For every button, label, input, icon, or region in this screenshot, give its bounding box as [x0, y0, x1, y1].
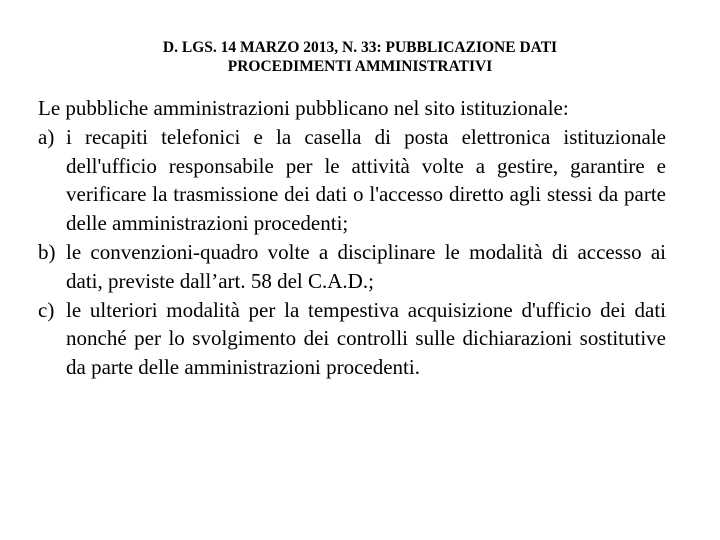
list-item-b	[38, 238, 666, 296]
list-item-text: le convenzioni-quadro volte a disciplinare le modalità di accesso ai dati, previste dall’art. 58 del C.A.D.;	[66, 239, 666, 293]
list-item-text: le ulteriori modalità per la tempestiva acquisizione d'ufficio dei dati nonché per lo svolgimento dei controlli sulle dichiarazioni sostitutive da parte delle amministrazioni procedenti.	[66, 297, 666, 380]
list-item-c	[38, 296, 666, 382]
slide-body	[38, 94, 666, 382]
list-marker: c)	[38, 297, 55, 322]
title-line-1: D. LGS. 14 MARZO 2013, N. 33: PUBBLICAZIONE DATI	[162, 39, 558, 56]
title-line-2: PROCEDIMENTI AMMINISTRATIVI	[227, 58, 493, 75]
list-marker: a)	[38, 124, 55, 149]
list-item-a	[38, 123, 666, 238]
list-item-text: i recapiti telefonici e la casella di posta elettronica istituzionale dell'ufficio responsabile per le attività volte a gestire, garantire e verificare la trasmissione dei dati o l'accesso diretto agli stessi da parte delle amministrazioni procedenti;	[66, 124, 666, 236]
intro-text: Le pubbliche amministrazioni pubblicano nel sito istituzionale:	[38, 96, 569, 120]
slide-title	[60, 38, 660, 76]
list-marker: b)	[38, 239, 56, 264]
